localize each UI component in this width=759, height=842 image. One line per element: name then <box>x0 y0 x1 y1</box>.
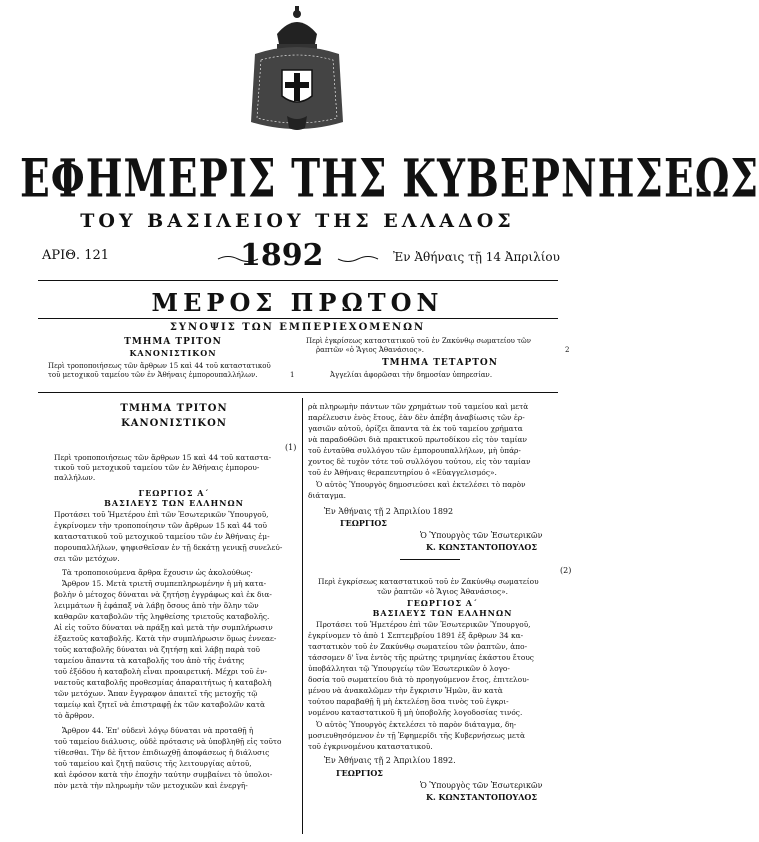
part-heading: ΜΕΡΟΣ ΠΡΩΤΟΝ <box>151 288 444 317</box>
synopsis-right-page: 2 <box>565 346 570 354</box>
minister-title: Ὁ Ὑπουργὸς τῶν Ἐσωτερικῶν <box>420 781 543 790</box>
body-line: ἑξαετοῦς καταβολῆς. Κατὰ τὴν συμπλήρωσιν ὅμως ἐννεαε- <box>54 634 277 643</box>
synopsis-left-page: 1 <box>290 371 295 379</box>
body-line: πὸν μετὰ τὴν πληρωμὴν τῶν μετοχικῶν καὶ ἐνεργῆ- <box>54 781 248 790</box>
body-line: τοῦ ἐνταῦθα συλλόγου τῶν ἐμπορουπαλλήλων, μὴ ὑπάρ- <box>308 446 521 455</box>
place-date: Ἐν Ἀθήναις τῇ 2 Ἀπριλίου 1892 <box>324 507 454 516</box>
body-line: ρὰ πληρωμὴν πάντων τῶν χρημάτων τοῦ ταμείου καὶ μετὰ <box>308 402 529 411</box>
body-line: Προτάσει τοῦ Ἡμετέρου ἐπὶ τῶν Ἐσωτερικῶν Ὑπουργοῦ, <box>54 510 269 519</box>
divider <box>38 392 558 393</box>
body-line: χοντος δὲ τυχὸν τότε τοῦ συλλόγου τούτου, εἰς τὸν ταμίαν <box>308 457 531 466</box>
body-line: βολὴν ὁ μέτοχος δύναται νὰ ζητήσῃ ἐγγράφως καὶ ἐκ δια- <box>54 590 272 599</box>
minister-name: Κ. ΚΩΝΣΤΑΝΤΟΠΟΥΛΟΣ <box>426 542 538 552</box>
body-line: τοῦ ταμείου καὶ ζητῇ παῦσις τῆς λειτουργίας αὐτοῦ, <box>54 759 252 768</box>
body-line: Αἱ εἰς τοῦτο δύναται νὰ πράξῃ καὶ μετὰ τὴν συμπλήρωσιν <box>54 623 273 632</box>
body-line: ἐγκρίνομεν τὸ ἀπὸ 1 Σεπτεμβρίου 1891 ἐξ ἄρθρων 34 κα- <box>308 631 524 640</box>
synopsis-right-entry: ῥαπτῶν «ὁ Ἅγιος Ἀθανάσιος». <box>316 346 425 354</box>
decree-title-line: Περὶ ἐγκρίσεως καταστατικοῦ τοῦ ἐν Ζακύνθῳ σωματείου <box>318 577 539 586</box>
body-line: τούτου παραβαθῇ ἢ μὴ ἐκτελέσῃ ὅσα τινὸς τοῦ ἐγκρι- <box>308 697 509 706</box>
body-line: καταστατικοῦ τοῦ μετοχικοῦ ταμείου τῶν ἐν Ἀθήναις ἐμ- <box>54 532 270 541</box>
publication-year: 1892 <box>240 238 324 273</box>
synopsis-right-section: ΤΜΗΜΑ ΤΕΤΑΡΤΟΝ <box>381 358 498 368</box>
king-name: ΓΕΩΡΓΙΟΣ Α΄ <box>407 598 478 608</box>
decree-number: (2) <box>560 566 572 575</box>
body-line: τοῦ ταμείου διάλυσις, οὐδὲ πρότασις νὰ ὑποβληθῇ εἰς τοῦτο <box>54 737 282 746</box>
synopsis-left-entry: Περὶ τροποποιήσεως τῶν ἄρθρων 15 καὶ 44 τοῦ καταστατικοῦ <box>48 362 271 370</box>
subsection-heading: ΚΑΝΟΝΙΣΤΙΚΟΝ <box>121 418 227 429</box>
body-line: παρέλευσιν ἑνὸς ἔτους, ἐὰν δὲν ἀπέβη ἀναβίωσις τῶν ἐρ- <box>308 413 525 422</box>
body-line: λειμμάτων ἢ ἐφάπαξ νὰ λάβῃ ὅσους ἀπὸ τὴν ὅλην τῶν <box>54 601 259 610</box>
place-date: Ἐν Ἀθήναις τῇ 2 Ἀπριλίου 1892. <box>324 756 456 765</box>
body-line: νὰ παραδοθῶσι διὰ πρακτικοῦ πρωτοδίκου εἰς τὸν ταμίαν <box>308 435 527 444</box>
decree-title-line: παλλήλων. <box>54 473 96 482</box>
body-line: τοῦς καταβολῆς δύναται νὰ ζητήσῃ καὶ λάβῃ παρὰ τοῦ <box>54 645 261 654</box>
body-line: σει τῶν μετόχων. <box>54 554 120 563</box>
body-line: Προτάσει τοῦ Ἡμετέρου ἐπὶ τῶν Ἐσωτερικῶν Ὑπουργοῦ, <box>316 620 531 629</box>
body-line: τοῦ ἐν Ἀθήναις θεραπευτηρίου ὁ «Εὐαγγελισμός». <box>308 468 497 477</box>
decree-title-line: Περὶ τροποποιήσεως τῶν ἄρθρων 15 καὶ 44 τοῦ καταστα- <box>54 453 272 462</box>
decree-number: (1) <box>285 443 297 452</box>
body-line: ταστατικὸν τοῦ ἐν Ζακύνθῳ σωματείου τῶν ῥαπτῶν, ἀπο- <box>308 642 528 651</box>
body-line: διάταγμα. <box>308 491 346 500</box>
minister-name: Κ. ΚΩΝΣΤΑΝΤΟΠΟΥΛΟΣ <box>426 792 538 802</box>
body-line: Ἄρθρον 15. Μετὰ τριετῆ συμπεπληρωμένην ἡ μὴ κατα- <box>62 579 267 588</box>
body-line: τοῦ ἐγκρινομένου καταστατικοῦ. <box>308 742 433 751</box>
body-line: τίθεσθαι. Τὴν δὲ ἤττον ἐπιδιωχθῇ ἀποφάσεως ἡ διάλυσις <box>54 748 270 757</box>
body-line: ναετοῦς καταβολῆς προθεσμίας ἀπαραιτήτως ἡ καταβολὴ <box>54 678 272 687</box>
royal-coat-of-arms <box>247 4 347 144</box>
issue-number: ΑΡΙΘ. 121 <box>42 248 110 263</box>
synopsis-heading: ΣΥΝΟΨΙΣ ΤΩΝ ΕΜΠΕΡΙΕΧΟΜΕΝΩΝ <box>169 322 426 333</box>
body-line: μένου νὰ ἀνακαλῶμεν τὴν ἔγκρισιν Ἡμῶν, ἂν κατὰ <box>308 686 503 695</box>
body-line: Τὰ τροποποιούμενα ἄρθρα ἔχουσιν ὡς ἀκολούθως· <box>62 568 253 577</box>
synopsis-right-entry: Περὶ ἐγκρίσεως καταστατικοῦ τοῦ ἐν Ζακύνθῳ σωματείου τῶν <box>306 337 531 345</box>
decree-title-line: τῶν ῥαπτῶν «ὁ Ἅγιος Ἀθανάσιος». <box>377 587 508 596</box>
decree-title-line: τικοῦ τοῦ μετοχικοῦ ταμείου τῶν ἐν Ἀθήναις ἐμπορου- <box>54 463 260 472</box>
section-heading: ΤΜΗΜΑ ΤΡΙΤΟΝ <box>120 403 228 414</box>
newspaper-subtitle: ΤΟΥ ΒΑΣΙΛΕΙΟΥ ΤΗΣ ΕΛΛΑΔΟΣ <box>80 210 515 232</box>
body-line: Ὁ αὐτὸς Ὑπουργὸς ἐκτελέσει τὸ παρὸν διάταγμα, δη- <box>316 720 517 729</box>
divider <box>400 559 460 560</box>
body-line: ταμείου ἅπαντα τὰ καταβολῆς του ἀπὸ τῆς ἐνάτης <box>54 656 245 665</box>
synopsis-right-entry: Ἀγγελίαι ἀφορῶσαι τὴν δημοσίαν ὑπηρεσίαν. <box>330 371 493 379</box>
king-title: ΒΑΣΙΛΕΥΣ ΤΩΝ ΕΛΛΗΝΩΝ <box>104 498 244 508</box>
king-title: ΒΑΣΙΛΕΥΣ ΤΩΝ ΕΛΛΗΝΩΝ <box>372 608 513 618</box>
king-name: ΓΕΩΡΓΙΟΣ Α΄ <box>138 488 210 498</box>
divider <box>38 280 558 281</box>
body-line: καθαρῶν καταβολῶν τῆς ληφθείσης τριετοῦς καταβολῆς. <box>54 612 270 621</box>
synopsis-left-entry: τοῦ μετοχικοῦ ταμείου τῶν ἐν Ἀθήναις ἐμπορουπαλλήλων. <box>48 371 258 379</box>
body-line: μοσιευθησόμενον ἐν τῇ Ἐφημερίδι τῆς Κυβερνήσεως μετὰ <box>308 731 525 740</box>
synopsis-left-subsection: ΚΑΝΟΝΙΣΤΙΚΟΝ <box>129 348 217 358</box>
body-line: δοσία τοῦ σωματείου διὰ τὸ προηγούμενον ἔτος, ἐπιτελου- <box>308 675 530 684</box>
body-line: ὑποβάλληται τῷ Ὑπουργείῳ τῶν Ἐσωτερικῶν ὁ λογο- <box>308 664 510 673</box>
king-signature: ΓΕΩΡΓΙΟΣ <box>336 768 383 778</box>
body-line: τὸ ἄρθρον. <box>54 711 95 720</box>
body-line: τάσσομεν δ' ἵνα ἐντὸς τῆς πρώτης τριμηνίας ἑκάστου ἔτους <box>308 653 534 662</box>
publication-date: Ἐν Ἀθήναις τῇ 14 Ἀπριλίου <box>393 250 560 264</box>
body-line: τῶν μετόχων. Ἅπαν ἔγγραφον ἀπαιτεῖ τῆς μετοχῆς τῷ <box>54 689 258 698</box>
body-line: τοῦ ἐξόδου ἡ καταβολὴ εἶναι προαιρετική. Μέχρι τοῦ ἐν- <box>54 667 267 676</box>
body-line: ταμείῳ καὶ ζητεῖ νὰ ἐπιστραφῇ ἐκ τῶν καταβολῶν κατὰ <box>54 700 265 709</box>
body-line: καὶ ἐφόσον κατὰ τὴν ἐποχὴν ταύτην συμβαίνει τὸ ὑπολοι- <box>54 770 273 779</box>
body-line: γασιῶν αὐτοῦ, ὁρίζει ἅπαντα τὰ ἐκ τοῦ ταμείου χρήματα <box>308 424 523 433</box>
newspaper-title: ΕΦΗΜΕΡΙΣ ΤΗΣ ΚΥΒΕΡΝΗΣΕΩΣ <box>20 148 759 211</box>
divider <box>38 318 558 319</box>
column-divider <box>302 398 303 834</box>
king-signature: ΓΕΩΡΓΙΟΣ <box>340 518 387 528</box>
body-line: πορουπαλλήλων, ψηφισθεῖσαν ἐν τῇ δεκάτῃ γενικῇ συνελεύ- <box>54 543 283 552</box>
synopsis-left-section: ΤΜΗΜΑ ΤΡΙΤΟΝ <box>124 337 222 347</box>
minister-title: Ὁ Ὑπουργὸς τῶν Ἐσωτερικῶν <box>420 531 543 540</box>
body-line: ἐγκρίνομεν τὴν τροποποίησιν τῶν ἄρθρων 15 καὶ 44 τοῦ <box>54 521 267 530</box>
body-line: Ὁ αὐτὸς Ὑπουργὸς δημοσιεύσει καὶ ἐκτελέσει τὸ παρὸν <box>316 480 526 489</box>
body-line: νομένου καταστατικοῦ ἢ μὴ ὑποβολῆς λογοδοσίας τινός. <box>308 708 523 717</box>
body-line: Ἄρθρον 44. Ἐπ' οὐδενὶ λόγῳ δύναται νὰ προταθῇ ἡ <box>62 726 254 735</box>
